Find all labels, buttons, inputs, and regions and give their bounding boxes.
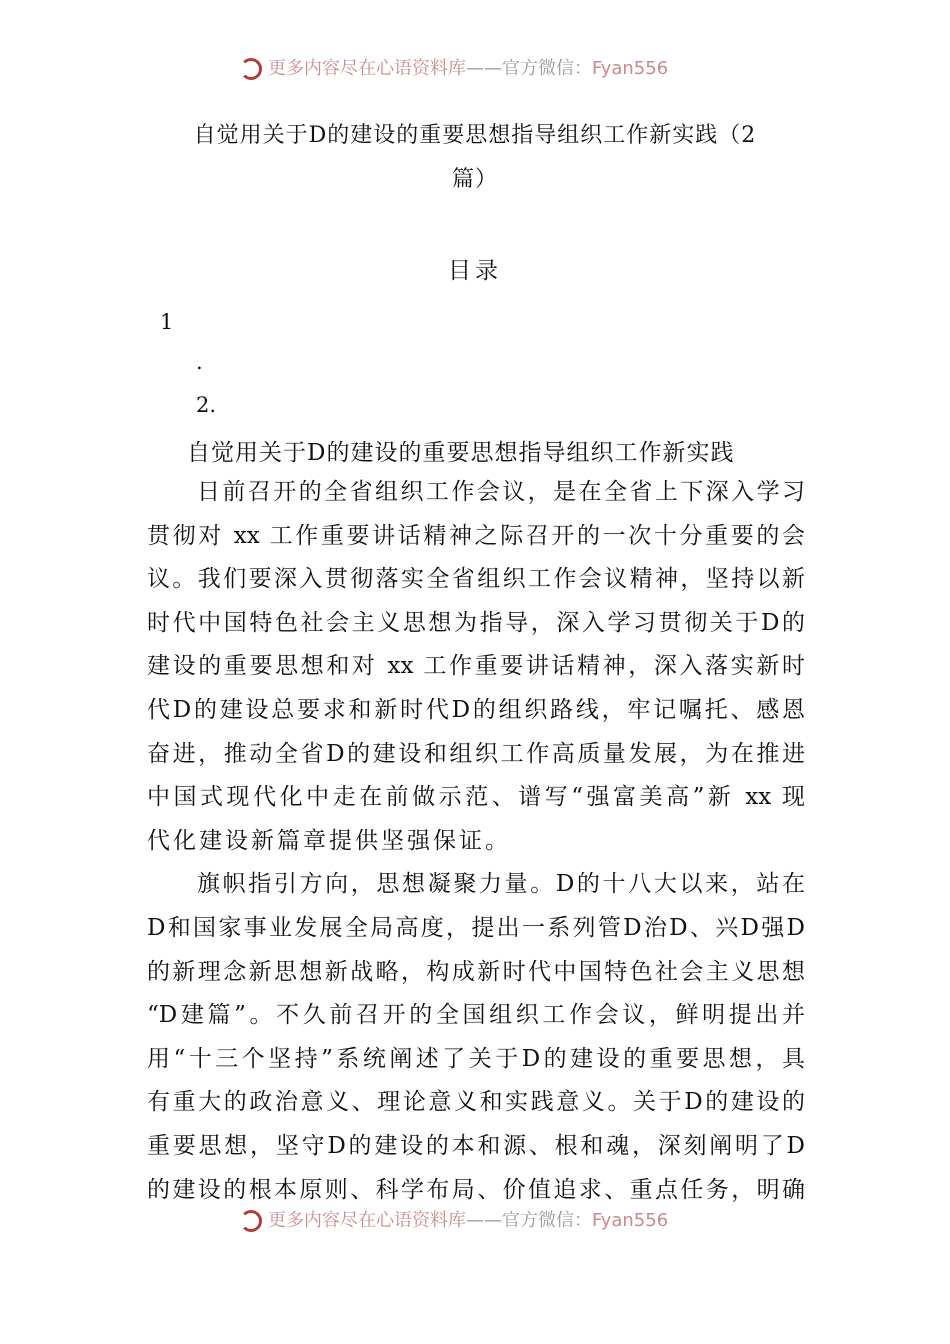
paragraph-line: 代化建设新篇章提供坚强保证。 xyxy=(147,827,511,854)
watermark-text: ——官方微信： xyxy=(466,1210,592,1231)
paragraph-line: 时代中国特色社会主义思想为指导，深入学习贯彻关于D的 xyxy=(147,609,805,636)
paragraph-line: 议。我们要深入贯彻落实全省组织工作会议精神，坚持以新 xyxy=(147,566,805,593)
watermark-id: Fyan556 xyxy=(592,58,669,79)
paragraph-line: 用“十三个坚持”系统阐述了关于D的建设的重要思想，具 xyxy=(147,1045,805,1072)
watermark-bottom xyxy=(240,1208,760,1234)
paragraph-line: “D建篇”。不久前召开的全国组织工作会议，鲜明提出并 xyxy=(147,1002,805,1029)
watermark-text: 更多内容尽在心语资料库 xyxy=(268,58,466,79)
toc-item-2: 2. xyxy=(196,393,217,417)
toc-heading: 目录 xyxy=(448,258,502,284)
paragraph-line: 的新理念新思想新战略，构成新时代中国特色社会主义思想 xyxy=(147,958,805,985)
toc-item-1-dot: . xyxy=(196,350,203,374)
paragraph-line: D和国家事业发展全局高度，提出一系列管D治D、兴D强D xyxy=(147,915,805,941)
paragraph-line: 日前召开的全省组织工作会议，是在全省上下深入学习 xyxy=(197,479,805,505)
paragraph-line: 建设的重要思想和对 xx 工作重要讲话精神，深入落实新时 xyxy=(147,653,805,680)
watermark-text: ——官方微信： xyxy=(466,58,592,79)
logo-icon xyxy=(240,1210,262,1232)
watermark-top xyxy=(240,56,760,82)
watermark-id: Fyan556 xyxy=(592,1210,669,1231)
paragraph-line: 重要思想，坚守D的建设的本和源、根和魂，深刻阐明了D xyxy=(147,1133,805,1159)
paragraph-line: 的建设的根本原则、科学布局、价值追求、重点任务，明确 xyxy=(147,1176,805,1203)
article-heading: 自觉用关于D的建设的重要思想指导组织工作新实践 xyxy=(187,440,735,466)
title-line-1: 自觉用关于D的建设的重要思想指导组织工作新实践（2 xyxy=(193,123,757,148)
paragraph-line: 有重大的政治意义、理论意义和实践意义。关于D的建设的 xyxy=(147,1089,805,1116)
paragraph-line: 奋进，推动全省D的建设和组织工作高质量发展，为在推进 xyxy=(147,740,805,767)
paragraph-line: 贯彻对 xx 工作重要讲话精神之际召开的一次十分重要的会 xyxy=(147,522,805,549)
paragraph-line: 中国式现代化中走在前做示范、谱写“强富美高”新 xx 现 xyxy=(147,784,805,811)
toc-item-1: 1 xyxy=(160,310,174,334)
document-title xyxy=(100,114,850,202)
watermark-text: 更多内容尽在心语资料库 xyxy=(268,1210,466,1231)
paragraph-line: 代D的建设总要求和新时代D的组织路线，牢记嘱托、感恩 xyxy=(147,697,805,723)
logo-icon xyxy=(240,58,262,80)
title-line-2: 篇） xyxy=(451,167,498,192)
paragraph-line: 旗帜指引方向，思想凝聚力量。D的十八大以来，站在 xyxy=(197,871,805,898)
